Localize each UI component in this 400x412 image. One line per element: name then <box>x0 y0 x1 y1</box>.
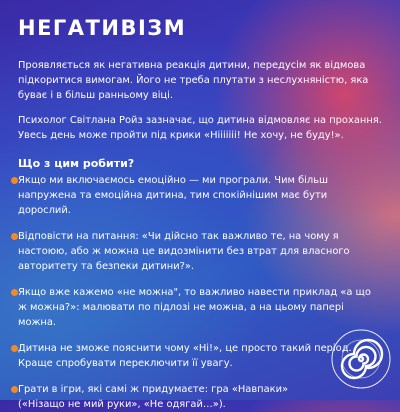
bullet-dot-icon <box>11 233 18 240</box>
tip-item <box>18 229 378 274</box>
spiral-logo-icon <box>330 328 392 390</box>
bullet-dot-icon <box>11 177 18 184</box>
tip-text: Дитина не зможе пояснити чому «Ні!», це просто такий період. Краще спробувати переключити її увагу. <box>18 343 352 369</box>
tip-text: Якщо вже кажемо «не можна", то важливо навести приклад «а що ж можна?»: малювати по підлозі не можна, а на цьому папері можна. <box>18 287 371 328</box>
tip-item <box>18 285 378 330</box>
tip-text: Якщо ми включаємось емоційно — ми програли. Чим більш напружена та емоційна дитина, тим спокійнішим має бути дорослий. <box>18 175 329 216</box>
quote-paragraph: Психолог Світлана Ройз зазначає, що дитина відмовляє на прохання. Увесь день може пройти під крики «Нііііііі! Не хочу, не буду!». <box>18 115 382 141</box>
bullet-dot-icon <box>11 289 18 296</box>
section-heading: Що з цим робити? <box>18 157 135 170</box>
tip-text: Грати в ігри, які самі ж придумаєте: гра «Навпаки» («Нізащо не мий руки», «Не одягай…»). <box>18 384 289 410</box>
tip-item <box>18 173 378 218</box>
bullet-dot-icon <box>11 386 18 393</box>
organization-logo <box>330 328 392 390</box>
tip-item <box>18 341 378 371</box>
tip-item <box>18 382 318 412</box>
intro-paragraph: Проявляється як негативна реакція дитини, передусім як відмова підкоритися вимогам. Його не треба плутати з неслухняністю, яка буває і в більш ранньому віці. <box>18 60 369 101</box>
tip-text: Відповісти на питання: «Чи дійсно так важливо те, на чому я настоюю, або ж можна це видозмінити без втрат для власного авторитету та безпеки дитини?». <box>18 231 350 272</box>
page-title: НЕГАТИВІЗМ <box>18 16 187 40</box>
bullet-dot-icon <box>11 345 18 352</box>
